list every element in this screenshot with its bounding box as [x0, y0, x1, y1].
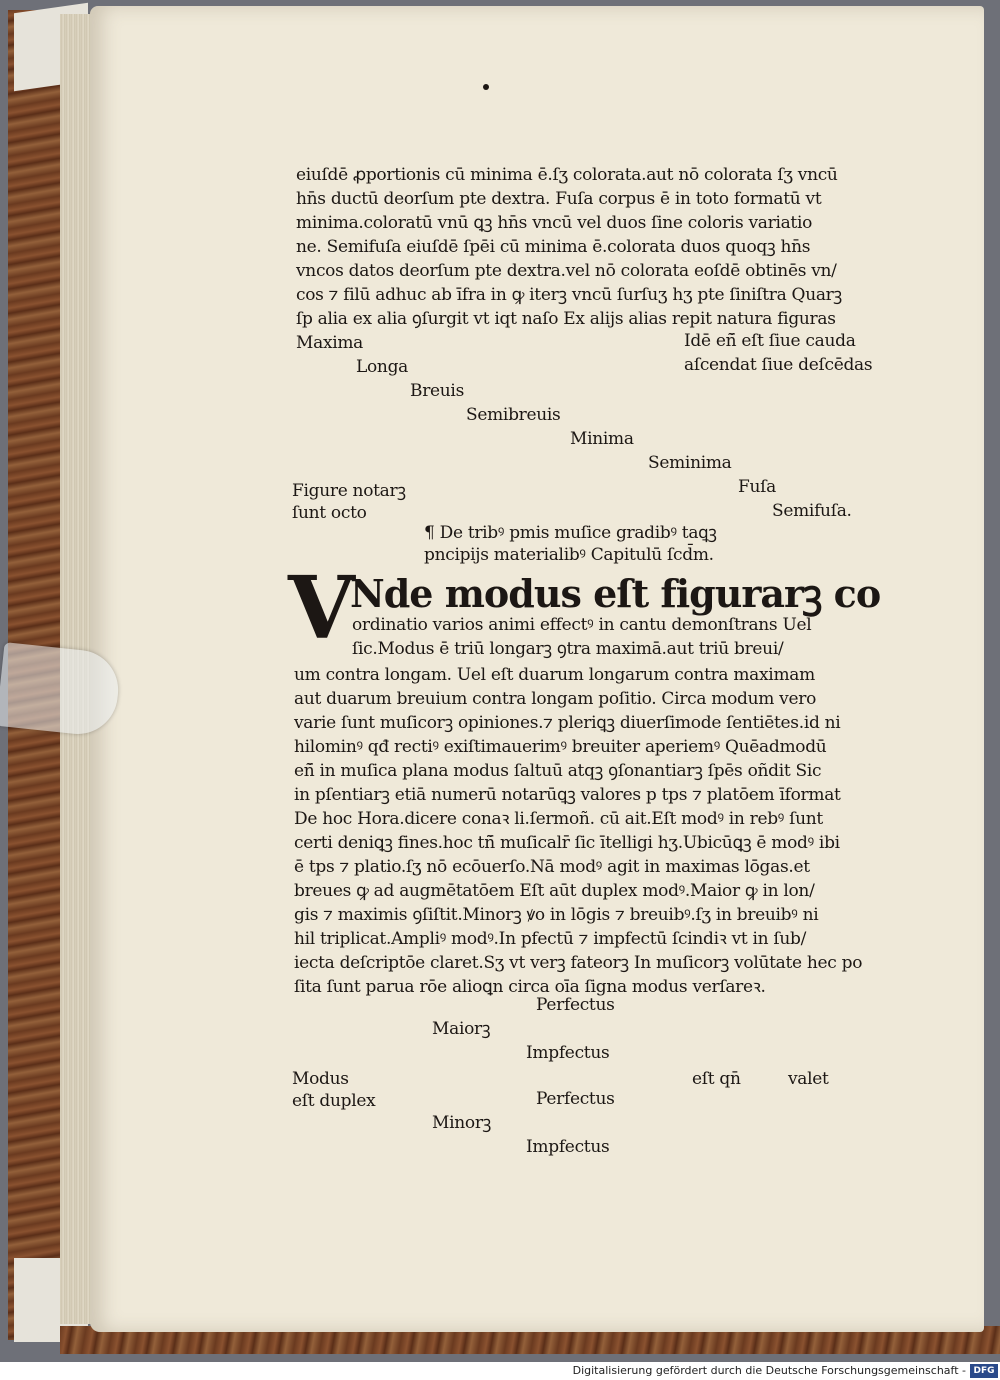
diagram-impfectus: Impfectus — [526, 1043, 610, 1063]
initial-letter: V — [288, 558, 355, 659]
dfg-logo: DFG — [970, 1364, 998, 1378]
text-line: vncos datos deorſum pte dextra.vel nō colorata eoſdē obtinēs vn/ — [296, 261, 837, 281]
figure-note: aſcendat ſiue deſcēdas — [684, 355, 873, 375]
diagram-perfectus: Perfectus — [536, 995, 615, 1015]
figure-label-longa: Longa — [356, 357, 408, 377]
diagram-modus: Modus — [292, 1069, 349, 1089]
figure-label-minima: Minima — [570, 429, 634, 449]
page-mark — [483, 84, 489, 90]
chapter-title: ¶ De tribꝰ pmis muſice gradibꝰ taꝗꝫ — [424, 523, 717, 543]
diagram-minor: Minorꝫ — [432, 1113, 492, 1133]
body-line: aut duarum breuium contra longam poſitio. Circa modum vero — [294, 689, 817, 709]
figure-label-fusa: Fuſa — [738, 477, 776, 497]
diagram-impfectus: Impfectus — [526, 1137, 610, 1157]
figure-label-brevis: Breuis — [410, 381, 464, 401]
body-line: hil triplicat.Ampliꝰ modꝰ.In pfectū ⁊ impfectū ſcindiꝛ vt in ſub/ — [294, 929, 807, 949]
figure-note: Idē eñ̄ eſt ſiue cauda — [684, 331, 856, 351]
text-line: cos ⁊ filū adhuc ab īfra in ꝙ iterꝫ vncū ſurſuʒ hʒ pte ſiniſtra Quarꝫ — [296, 285, 842, 305]
diagram-perfectus: Perfectus — [536, 1089, 615, 1109]
figure-label-semifusa: Semifuſa. — [772, 501, 852, 521]
body-line: gis ⁊ maximis ꝯſiſtit.Minorꝫ ꝟo in lōgis ⁊ breuibꝰ.ſʒ in breuibꝰ ni — [294, 905, 819, 925]
body-line: in pſentiarꝫ etiā numerū notarūꝗꝫ valores p tps ⁊ platōem īformat — [294, 785, 841, 805]
body-line: certi deniꝗꝫ fines.hoc tñ̄ muſicalr̄ ſic ītelligi hʒ.Ubicūꝗꝫ ē modꝰ ibi — [294, 833, 840, 853]
text-line: hn̄s ductū deorſum pte dextra. Fuſa corpus ē in toto formatū vt — [296, 189, 822, 209]
figure-label-semibrevis: Semibreuis — [466, 405, 561, 425]
diagram-maior: Maiorꝫ — [432, 1019, 491, 1039]
diagram-est-duplex: eſt duplex — [292, 1091, 376, 1111]
chapter-opening: Nde modus eſt figurarꝫ co — [350, 571, 881, 616]
text-line: ſp alia ex alia ꝯſurgit vt iqt naſo Ex alijs alias repit natura figuras — [296, 309, 836, 329]
figure-label-maxima: Maxima — [296, 333, 364, 353]
figure-count: ſunt octo — [292, 503, 367, 523]
body-line: hilominꝰ qđ rectiꝰ exiſtimauerimꝰ breuiter aperiemꝰ Quēadmodū — [294, 737, 827, 757]
body-line: De hoc Hora.dicere conaꝛ li.ſermoñ. cū ait.Eſt modꝰ in rebꝰ ſunt — [294, 809, 823, 829]
body-line: ordinatio varios animi effectꝰ in cantu demonſtrans Uel — [352, 615, 812, 635]
text-line: minima.coloratū vnū ꝗꝫ hn̄s vncū vel duos ſine coloris variatio — [296, 213, 813, 233]
body-line: breues ꝙ ad augmētatōem Eſt aūt duplex modꝰ.Maior ꝙ in lon/ — [294, 881, 815, 901]
funding-notice: Digitalisierung gefördert durch die Deutsche Forschungsgemeinschaft - — [572, 1364, 966, 1377]
body-line: varie ſunt muſicorꝫ opiniones.⁊ pleriꝗꝫ diuerſimode ſentiētes.id ni — [294, 713, 841, 733]
text-line: eiuſdē ꝓportionis cū minima ē.ſʒ colorata.aut nō colorata ſʒ vncū — [296, 165, 838, 185]
body-line: eñ̄ in muſica plana modus ſaltuū atqꝫ ꝯſonantiarꝫ ſpēs oñdit Sic — [294, 761, 822, 781]
figure-count: Figure notarꝫ — [292, 481, 406, 501]
body-line: iecta deſcriptōe claret.Sʒ vt verꝫ fateorꝫ In muſicorꝫ volūtate hec po — [294, 953, 863, 973]
body-line: ſic.Modus ē triū longarꝫ ꝯtra maximā.aut triū breui/ — [352, 639, 784, 659]
figure-label-seminima: Seminima — [648, 453, 732, 473]
diagram-valet: valet — [788, 1069, 829, 1089]
body-line: ſita ſunt parua rōe alioꝗn circa oīa ſigna modus verſareꝛ. — [294, 977, 766, 997]
body-line: um contra longam. Uel eſt duarum longarum contra maximam — [294, 665, 815, 685]
chapter-title: pncipijs materialibꝰ Capitulū ſcd̄m. — [424, 545, 714, 565]
body-line: ē tps ⁊ platio.ſʒ nō ecōuerſo.Nā modꝰ agit in maximas lōgas.et — [294, 857, 810, 877]
text-line: ne. Semifuſa eiuſdē ſpēi cū minima ē.colorata duos quoqꝫ hn̄s — [296, 237, 811, 257]
diagram-est-qn: eſt qn̄ — [692, 1069, 741, 1089]
